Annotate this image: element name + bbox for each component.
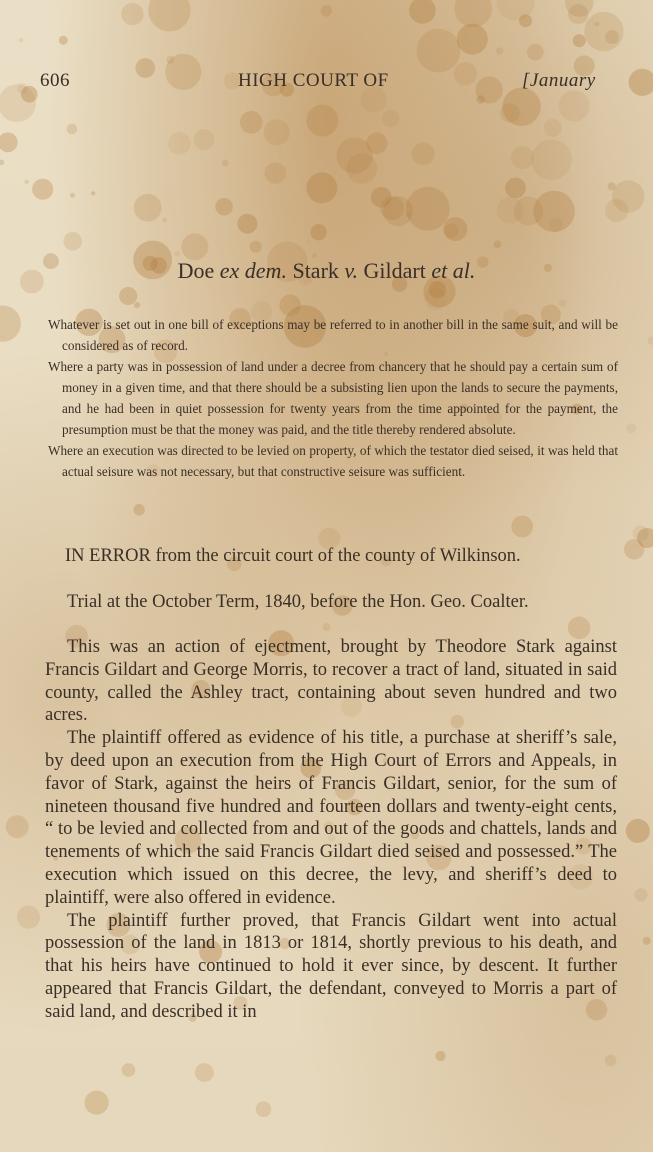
opinion-body (45, 636, 617, 1024)
foxing-spot (406, 187, 450, 231)
running-head-title: HIGH COURT OF (238, 70, 389, 91)
case-title-italic: et al. (431, 258, 476, 283)
foxing-spot (476, 76, 503, 103)
foxing-spot (605, 30, 619, 44)
foxing-spot (531, 139, 572, 180)
foxing-spot (380, 196, 404, 220)
foxing-spot (264, 119, 290, 145)
foxing-spot (412, 142, 435, 165)
foxing-spot (215, 198, 233, 216)
foxing-spot (25, 180, 29, 184)
foxing-spot (494, 240, 502, 248)
foxing-spot (559, 299, 567, 307)
headnote: Where an execution was directed to be levied on property, of which the testator died seised, it was held that actual seisure was not necessary, but that constructive seisure was sufficient. (48, 443, 618, 479)
error-line-lead: IN ERROR (65, 546, 151, 566)
foxing-spot (279, 294, 301, 316)
foxing-spot (165, 54, 201, 90)
foxing-spot (457, 24, 488, 55)
foxing-spot (409, 0, 436, 24)
foxing-spot (511, 146, 534, 169)
foxing-spot (0, 84, 36, 122)
foxing-spot (544, 119, 562, 137)
foxing-spot (70, 193, 75, 198)
case-title-italic: v. (344, 258, 359, 283)
foxing-spot (454, 62, 477, 85)
foxing-spot (454, 0, 492, 27)
foxing-spot (476, 95, 484, 103)
foxing-spot (21, 86, 38, 103)
foxing-spot (527, 44, 544, 61)
foxing-spot (148, 0, 190, 32)
foxing-spot (514, 197, 543, 226)
foxing-spot (549, 218, 563, 232)
foxing-spot (194, 129, 215, 150)
foxing-spot (6, 815, 29, 838)
foxing-spot (643, 937, 651, 945)
foxing-spot (612, 180, 644, 212)
foxing-spot (306, 172, 337, 203)
foxing-spot (240, 111, 263, 134)
case-title-italic: ex dem. (219, 258, 287, 283)
trial-line: Trial at the October Term, 1840, before the Hon. Geo. Coalter. (67, 592, 529, 612)
foxing-spot (573, 34, 586, 47)
foxing-spot (32, 179, 53, 200)
foxing-spot (311, 224, 327, 240)
foxing-spot (629, 69, 653, 96)
foxing-spot (605, 1055, 617, 1067)
error-line-rest: from the circuit court of the county of Wilkinson. (150, 546, 521, 566)
paragraph: The plaintiff offered as evidence of his title, a purchase at sheriff’s sale, by deed upon an execution from the High Court of Errors and Appeals, in favor of Stark, against the heirs of Francis Gildart, senior, for the sum of nineteen thousand five hundred and fourteen dollars and twenty-eight cents, “ to be levied and collected from and out of the goods and chattels, lands and tenements of which the said Francis Gildart died seised and possessed.” The execution which issued on this decree, the levy, and sheriff’s deed to plaintiff, were also offered in evidence. (45, 728, 617, 908)
foxing-spot (533, 191, 574, 232)
foxing-spot (321, 5, 332, 16)
foxing-spot (19, 38, 24, 43)
headnotes (48, 314, 618, 482)
foxing-spot (91, 191, 95, 195)
foxing-spot (17, 83, 28, 94)
case-title-part: Stark (286, 258, 345, 283)
foxing-spot (17, 906, 40, 929)
foxing-spot (435, 1051, 445, 1061)
foxing-spot (168, 132, 191, 155)
foxing-spot (135, 58, 155, 78)
foxing-spot (162, 218, 166, 222)
foxing-spot (166, 56, 174, 64)
foxing-spot (0, 306, 21, 342)
foxing-spot (195, 1063, 214, 1082)
foxing-spot (134, 194, 162, 222)
foxing-spot (511, 516, 533, 538)
foxing-spot (371, 187, 392, 208)
foxing-spot (134, 302, 140, 308)
foxing-spot (122, 1063, 136, 1077)
foxing-spot (502, 88, 540, 126)
foxing-spot (444, 224, 458, 238)
foxing-spot (347, 153, 378, 184)
foxing-spot (0, 132, 18, 152)
foxing-spot (306, 105, 338, 137)
headnote: Whatever is set out in one bill of exceptions may be referred to in another bill in the same suit, and will be considered as of record. (48, 317, 618, 353)
foxing-spot (559, 90, 590, 121)
foxing-spot (497, 197, 524, 224)
foxing-spot (648, 337, 653, 345)
foxing-spot (337, 138, 373, 174)
foxing-spot (382, 110, 400, 128)
foxing-spot (256, 1101, 272, 1117)
foxing-spot (565, 0, 593, 17)
case-title-part: Doe (177, 258, 220, 283)
case-title (0, 258, 653, 284)
foxing-spot (133, 504, 145, 516)
foxing-spot (237, 214, 257, 234)
case-title-part: Gildart (358, 258, 432, 283)
foxing-spot (307, 239, 311, 243)
foxing-spot (323, 623, 331, 631)
foxing-spot (496, 47, 503, 54)
foxing-spot (500, 103, 520, 123)
foxing-spot (265, 162, 287, 184)
foxing-spot (366, 133, 387, 154)
foxing-spot (59, 36, 68, 45)
foxing-spot (0, 160, 4, 166)
foxing-spot (497, 0, 535, 21)
foxing-spot (222, 160, 229, 167)
foxing-spot (626, 819, 650, 843)
foxing-spot (505, 178, 526, 199)
foxing-spot (383, 196, 413, 226)
foxing-spot (85, 1091, 109, 1115)
foxing-spot (634, 888, 647, 901)
foxing-spot (63, 232, 82, 251)
foxing-spot (417, 29, 461, 73)
foxing-spot (568, 4, 588, 24)
paragraph: The plaintiff further proved, that Francis Gildart went into actual possession of the land in 1813 or 1814, shortly previous to his death, and that his heirs have continued to hold it ever since, by descent. It further appeared that Francis Gildart, the defendant, conveyed to Morris a part of said land, and described it in (45, 910, 617, 1022)
foxing-spot (633, 525, 649, 541)
foxing-spot (312, 253, 317, 258)
error-line (65, 546, 637, 567)
foxing-spot (637, 528, 653, 548)
foxing-spot (626, 423, 636, 433)
foxing-spot (605, 199, 628, 222)
foxing-spot (608, 182, 616, 190)
foxing-spot (424, 288, 447, 311)
foxing-spot (406, 213, 411, 218)
foxing-spot (519, 14, 532, 27)
foxing-spot (584, 12, 623, 51)
foxing-spot (443, 217, 467, 241)
page-number: 606 (40, 70, 70, 91)
foxing-spot (594, 22, 599, 27)
foxing-spot (121, 3, 143, 25)
headnote: Where a party was in possession of land under a decree from chancery that he should pay a certain sum of money in a given time, and that there should be a subsisting lien upon the lands to secure the payments, and he had been in quiet possession for twenty years from the time appointed for the payment, the presumption must be that the money was paid, and the title thereby rendered absolute. (48, 359, 618, 437)
foxing-spot (250, 241, 262, 253)
foxing-spot (181, 233, 208, 260)
foxing-spot (175, 251, 180, 256)
paragraph: This was an action of ejectment, brought by Theodore Stark against Francis Gildart and George Morris, to recover a tract of land, situated in said county, called the Ashley tract, containing about seven hundred and two acres. (45, 637, 617, 726)
foxing-spot (67, 124, 78, 135)
foxing-spot (119, 287, 137, 305)
running-head-term: [January (522, 70, 596, 91)
